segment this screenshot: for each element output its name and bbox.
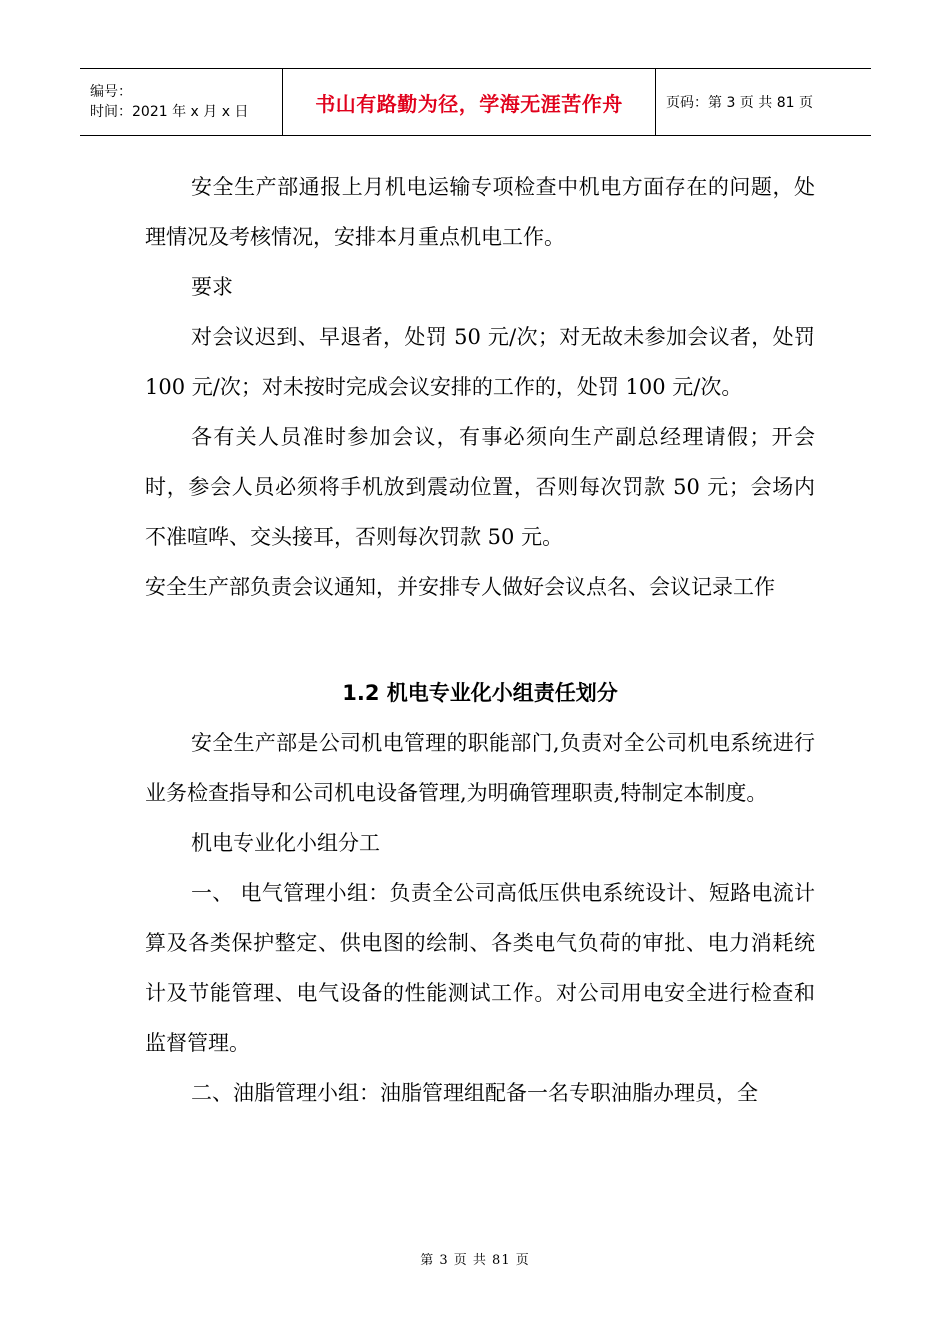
- paragraph: 对会议迟到、早退者，处罚 50 元/次；对无故未参加会议者，处罚 100 元/次；对未按时完成会议安排的工作的，处罚 100 元/次。: [145, 325, 815, 399]
- slogan-text: 书山有路勤为径，学海无涯苦作舟: [315, 91, 623, 116]
- page-header: [80, 68, 871, 136]
- header-slogan: [282, 69, 656, 135]
- footer-page-number: 第 3 页 共 81 页: [420, 1253, 530, 1268]
- paragraph-subheading: 机电专业化小组分工: [191, 831, 380, 855]
- paragraph: 安全生产部通报上月机电运输专项检查中机电方面存在的问题，处理情况及考核情况，安排本月重点机电工作。: [145, 175, 815, 249]
- section-title: 1.2 机电专业化小组责任划分: [342, 681, 618, 705]
- paragraph: 安全生产部负责会议通知，并安排专人做好会议点名、会议记录工作: [145, 575, 775, 599]
- document-date: 时间：2021 年 x 月 x 日: [90, 104, 249, 120]
- paragraph: 安全生产部是公司机电管理的职能部门,负责对全公司机电系统进行业务检查指导和公司机电设备管理,为明确管理职责,特制定本制度。: [145, 731, 815, 805]
- paragraph: 二、油脂管理小组：油脂管理组配备一名专职油脂办理员，全: [191, 1081, 758, 1105]
- paragraph: 各有关人员准时参加会议，有事必须向生产副总经理请假；开会时，参会人员必须将手机放到震动位置，否则每次罚款 50 元；会场内不准喧哗、交头接耳，否则每次罚款 50 元。: [145, 425, 815, 549]
- page-info-text: 页码：第 3 页 共 81 页: [666, 95, 813, 111]
- document-code-label: 编号：: [90, 84, 132, 100]
- header-meta: [80, 69, 282, 135]
- paragraph: 一、 电气管理小组：负责全公司高低压供电系统设计、短路电流计算及各类保护整定、供电图的绘制、各类电气负荷的审批、电力消耗统计及节能管理、电气设备的性能测试工作。对公司用电安全进行检查和监督管理。: [145, 881, 815, 1055]
- page-footer: [0, 1249, 950, 1268]
- header-page-info: [656, 69, 871, 135]
- document-body: [145, 162, 815, 1118]
- paragraph-requirements-heading: 要求: [191, 275, 233, 299]
